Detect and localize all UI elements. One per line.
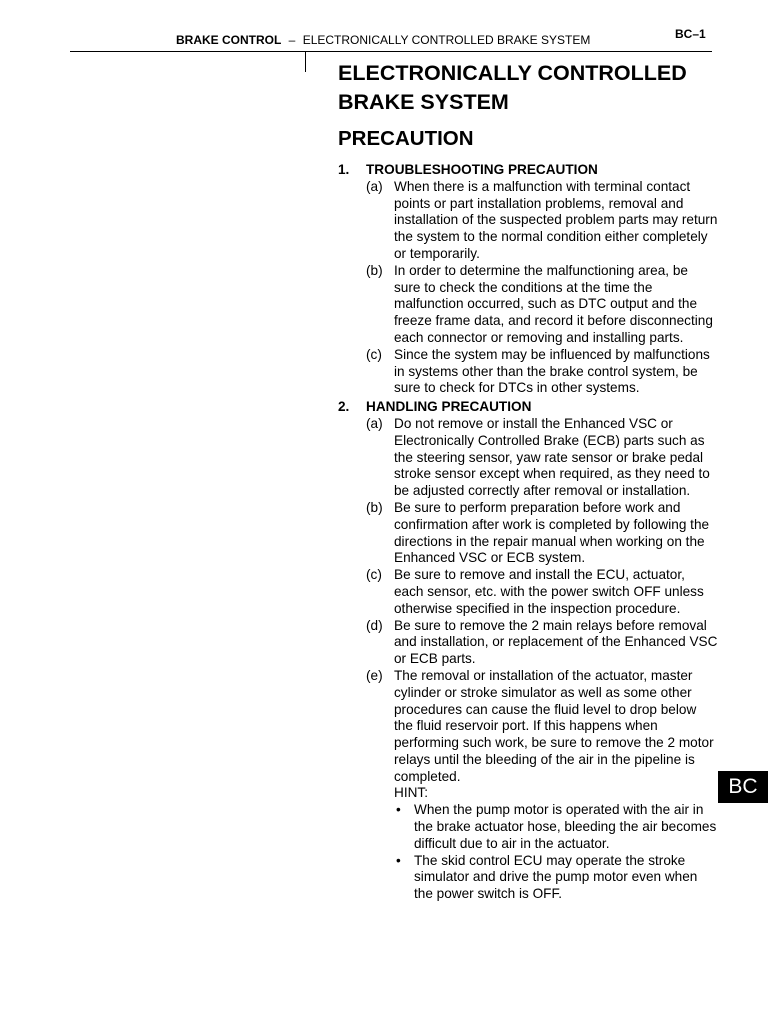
title-line-2: BRAKE SYSTEM <box>338 90 509 114</box>
section-number: 2. <box>338 399 350 415</box>
precaution-content <box>338 162 718 903</box>
header-divider <box>70 51 712 52</box>
list-item <box>366 179 718 263</box>
list-item <box>366 416 718 500</box>
item-label: (b) <box>366 499 383 515</box>
list-item <box>366 347 718 397</box>
item-text: Do not remove or install the Enhanced VSC or Electronically Controlled Brake (ECB) parts such as the steering sensor, yaw rate sensor or brake pedal stroke sensor except when required, as they need to be adjusted correctly after removal or installation. <box>394 415 710 499</box>
item-label: (a) <box>366 178 383 194</box>
list-item <box>366 500 718 567</box>
hint-bullet <box>394 853 718 903</box>
item-label: (c) <box>366 567 382 583</box>
item-text: Since the system may be influenced by malfunctions in systems other than the brake control system, be sure to check for DTCs in other systems. <box>394 346 710 396</box>
title-line-1: ELECTRONICALLY CONTROLLED <box>338 61 687 85</box>
header-section: BRAKE CONTROL <box>176 33 282 47</box>
hint-label: HINT: <box>394 785 428 801</box>
section-subtitle: PRECAUTION <box>338 127 474 150</box>
list-item <box>366 567 718 617</box>
section-tab: BC <box>718 771 768 803</box>
column-divider <box>305 52 306 72</box>
section-heading <box>338 162 718 179</box>
bullet-text: The skid control ECU may operate the stroke simulator and drive the pump motor even when the power switch is OFF. <box>414 852 698 902</box>
page-code: BC–1 <box>675 27 706 41</box>
header-section-title: ELECTRONICALLY CONTROLLED BRAKE SYSTEM <box>302 33 591 47</box>
section-number: 1. <box>338 162 350 177</box>
item-text: In order to determine the malfunctioning area, be sure to check the conditions at the time the malfunction occurred, such as DTC output and the freeze frame data, and record it before disconnecting each connector or removing and installing parts. <box>394 262 713 345</box>
list-item <box>366 263 718 347</box>
item-text: Be sure to remove and install the ECU, actuator, each sensor, etc. with the power switch OFF unless otherwise specified in the inspection procedure. <box>394 567 704 616</box>
running-header <box>176 33 590 47</box>
bullet-text: When the pump motor is operated with the air in the brake actuator hose, bleeding the air becomes difficult due to air in the actuator. <box>414 802 717 851</box>
header-separator: – <box>288 33 296 47</box>
item-label: (e) <box>366 667 383 683</box>
item-label: (b) <box>366 262 383 278</box>
item-text: When there is a malfunction with terminal contact points or part installation problems, removal and installation of the suspected problem parts may return the system to the normal condition either completely or temporarily. <box>394 178 718 261</box>
section-heading <box>338 399 718 416</box>
list-item <box>366 668 718 786</box>
item-text: Be sure to perform preparation before work and confirmation after work is completed by following the directions in the repair manual when working on the Enhanced VSC or ECB system. <box>394 499 710 566</box>
bullet-dot: • <box>396 802 401 818</box>
section-title: HANDLING PRECAUTION <box>366 399 532 415</box>
section-title: TROUBLESHOOTING PRECAUTION <box>366 162 598 177</box>
hint-bullet <box>394 802 718 852</box>
item-text: The removal or installation of the actuator, master cylinder or stroke simulator as well as some other procedures can cause the fluid level to drop below the fluid reservoir port. If this happens when performing such work, be sure to remove the 2 motor relays until the bleeding of the air in the pipeline is completed. <box>394 667 714 784</box>
item-label: (d) <box>366 617 383 633</box>
bullet-dot: • <box>396 852 401 868</box>
item-label: (c) <box>366 346 382 362</box>
item-text: Be sure to remove the 2 main relays before removal and installation, or replacement of the Enhanced VSC or ECB parts. <box>394 617 718 667</box>
page-title <box>338 59 738 117</box>
item-label: (a) <box>366 415 383 431</box>
page-header <box>0 0 768 60</box>
list-item <box>366 618 718 668</box>
